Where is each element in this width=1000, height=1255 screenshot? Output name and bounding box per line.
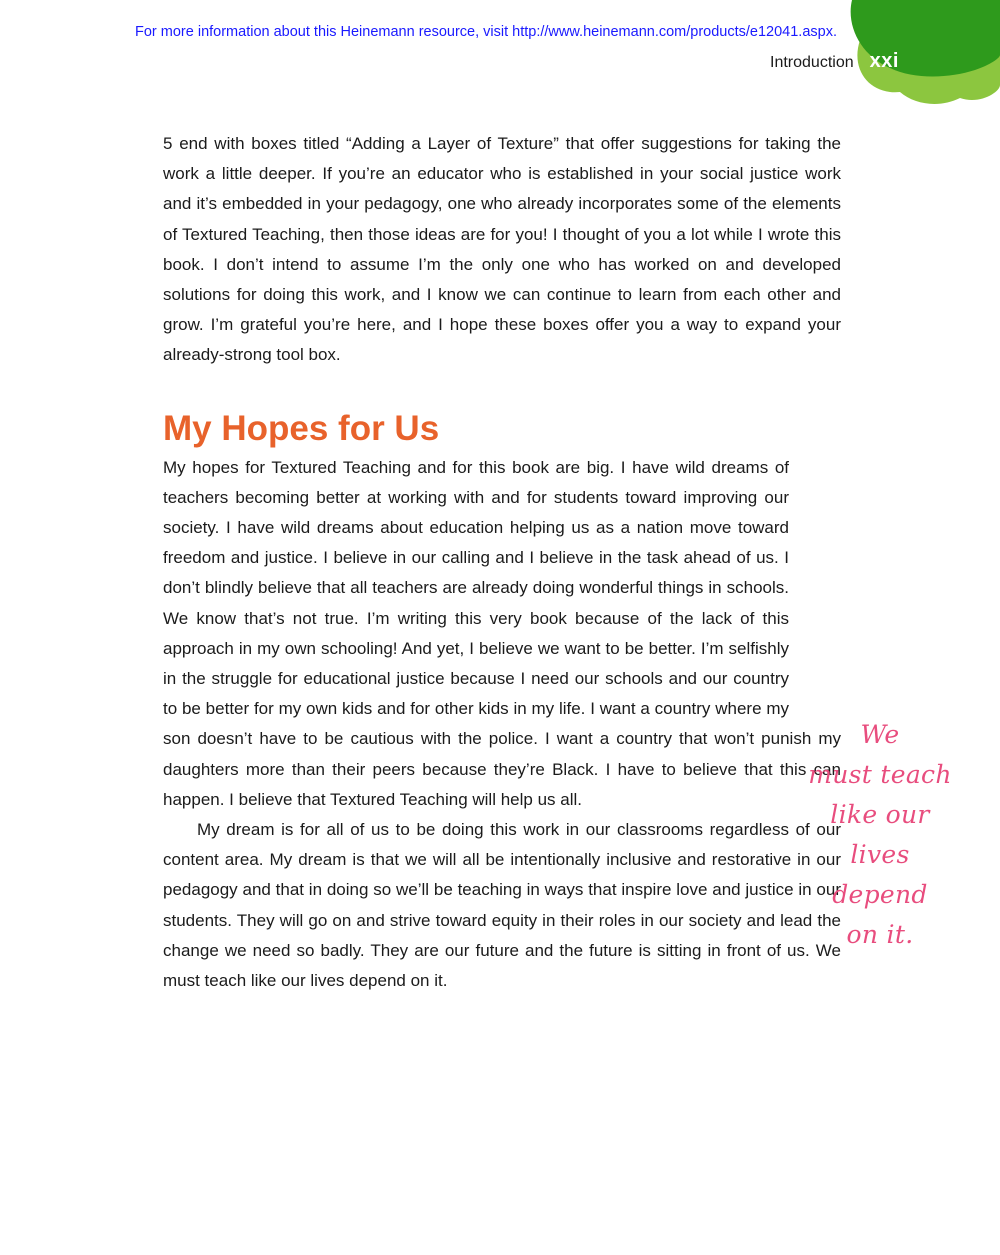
pull-quote-line: depend [832, 880, 928, 909]
pull-quote-line: on it. [846, 920, 914, 949]
page-number: xxi [869, 50, 899, 72]
section-title: Introduction [770, 54, 854, 71]
running-head [770, 50, 899, 73]
pull-quote-line: must teach [808, 760, 952, 789]
pull-quote [800, 715, 960, 955]
heinemann-info-link[interactable]: For more information about this Heinemann resource, visit http://www.heinemann.com/products/e12041.aspx. [135, 24, 837, 40]
pull-quote-wrap-zone [789, 453, 841, 723]
dream-paragraph: My dream is for all of us to be doing this work in our classrooms regardless of our content area. My dream is that we will all be intentionally inclusive and restorative in our pedagogy and that in doing so we’ll be teaching in ways that inspire love and justice in our students. They will go on and strive toward equity in their roles in our society and lead the change we need so badly. They are our future and the future is sitting in front of us. We must teach like our lives depend on it. [163, 820, 841, 991]
section-heading: My Hopes for Us [163, 408, 440, 448]
main-text [163, 129, 841, 996]
hopes-paragraph: My hopes for Textured Teaching and for this book are big. I have wild dreams of teachers becoming better at working with and for students toward improving our society. I have wild dreams about education helping us as a nation move toward freedom and justice. I believe in our calling and I believe in the task ahead of us. I don’t blindly believe that all teachers are already doing wonderful things in schools. We know that’s not true. I’m writing this very book because of the lack of this approach in my own schooling! And yet, I believe we want to be better. I’m selfishly in the struggle for educational justice because I need our schools and our country to be better for my own kids and for other kids in my life. I want a country where my son doesn’t have to be cautious with the police. I want a country that won’t punish my daughters more than their peers because they’re Black. I have to believe that this can happen. I believe that Textured Teaching will help us all. [163, 457, 841, 809]
intro-paragraph: 5 end with boxes titled “Adding a Layer of Texture” that offer suggestions for taking the work a little deeper. If you’re an educator who is established in your social justice work and it’s embedded in your pedagogy, one who already incorporates some of the elements of Textured Teaching, then those ideas are for you! I thought of you a lot while I wrote this book. I don’t intend to assume I’m the only one who has worked on and developed solutions for doing this work, and I know we can continue to learn from each other and grow. I’m grateful you’re here, and I hope these boxes offer you a way to expand your already-strong tool box. [163, 134, 841, 365]
pull-quote-line: We [860, 720, 900, 749]
pull-quote-line: like our lives [830, 800, 930, 869]
